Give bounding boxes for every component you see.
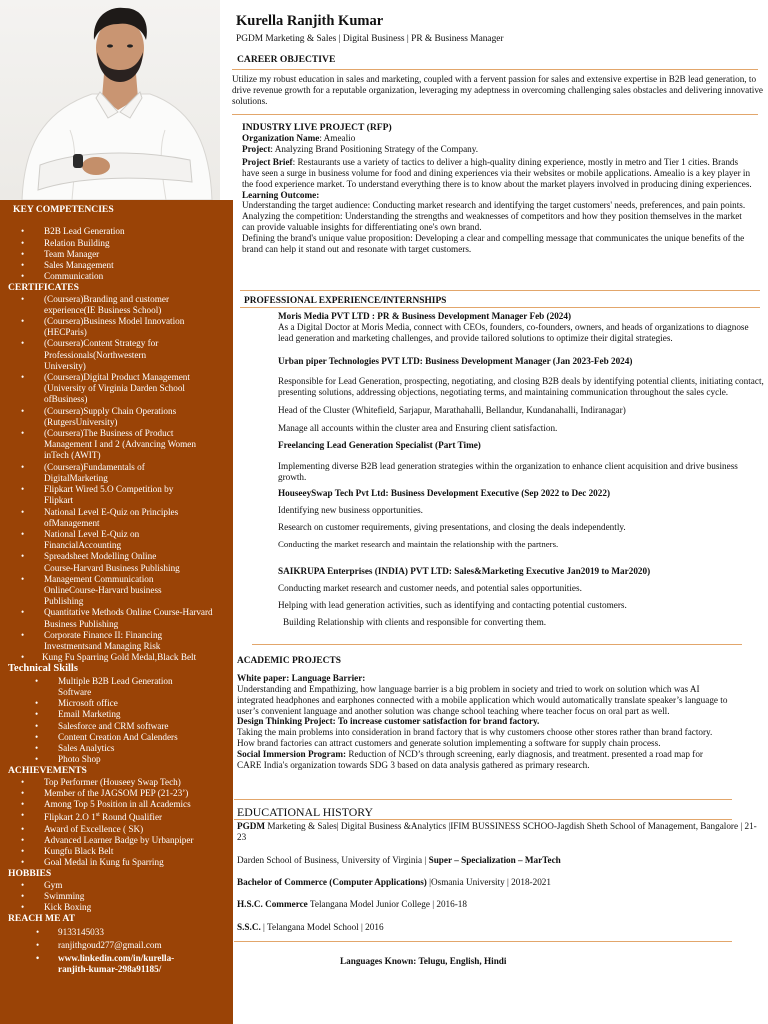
job-text: As a Digital Doctor at Moris Media, connect with CEOs, founders, co-founders, owners, and heads of organizations to diagnose lead generation and marketing challenges, and provide tailored solutions to optimize their digital strategies. (278, 321, 749, 343)
live-project-section (242, 122, 756, 255)
outcome-item: Analyzing the competition: Understanding the strengths and weaknesses of competitors and how they position themselves in the market can provide valuable insights for differentiating one's own brand. (242, 211, 742, 233)
experience-heading: PROFESSIONAL EXPERIENCE/INTERNSHIPS (244, 296, 447, 306)
flipkart-sup: st (95, 812, 100, 819)
job-text: Research on customer requirements, giving presentations, and closing the deals independently. (278, 522, 626, 533)
education-section (237, 821, 763, 933)
flipkart-text: Flipkart 2.O 1 (44, 812, 96, 823)
job-text: Building Relationship with clients and responsible for converting them. (283, 616, 547, 627)
achievements-heading: ACHIEVEMENTS (8, 765, 87, 777)
job-text: Conducting the market research and maintain the relationship with the partners. (278, 539, 559, 550)
achievements-list (8, 777, 227, 869)
white-paper-title: White paper: Language Barrier: (237, 673, 366, 683)
project-value: : Analyzing Brand Positioning Strategy of the Company. (270, 144, 479, 155)
email-link[interactable]: • ranjithgoud277@gmail.com (8, 940, 227, 951)
list-item: • Flipkart Wired 5.O Competition by Flipkart (8, 484, 227, 506)
linkedin-link[interactable]: • www.linkedin.com/in/kurella-ranjith-kumar-298a91185/ (8, 953, 227, 975)
job-text: Manage all accounts within the cluster area and Ensuring client satisfaction. (278, 423, 558, 434)
list-item: • Email Marketing (8, 709, 227, 720)
social-immersion-text: Reduction of NCD’s through screening, early diagnosis, and treatment. presented a road map for CARE India's organization towards SDG 3 based on data analysis gathered as primary research. (237, 749, 703, 770)
hobbies-list (8, 880, 227, 914)
education-hsc (237, 899, 763, 910)
list-item: • Microsoft office (8, 698, 227, 709)
phone-number[interactable]: • 9133145033 (8, 927, 227, 938)
divider (234, 819, 732, 820)
social-immersion (237, 749, 729, 771)
design-thinking-title: Design Thinking Project: To increase customer satisfaction for brand factory. (237, 716, 540, 727)
divider (232, 69, 758, 70)
flipkart-text-end: Round Qualifier (99, 812, 163, 823)
divider (234, 941, 732, 942)
list-item: • Kung Fu Sparring Gold Medal,Black Belt (8, 652, 227, 663)
career-objective-heading: CAREER OBJECTIVE (237, 54, 336, 65)
list-item: • Quantitative Methods Online Course-Harvard Business Publishing (8, 607, 227, 629)
project-brief (242, 157, 756, 190)
list-item: • Top Performer (Houseey Swap Tech) (8, 777, 227, 788)
candidate-name: Kurella Ranjith Kumar (236, 13, 384, 29)
list-item: • National Level E-Quiz on Principles ofManagement (8, 507, 227, 529)
sidebar (0, 200, 233, 1024)
list-item: • Member of the JAGSOM PEP (21-23’) (8, 788, 227, 799)
certificates-heading: CERTIFICATES (8, 282, 79, 294)
languages-known: Languages Known: Telugu, English, Hindi (340, 956, 507, 966)
list-item: • (Coursera)Fundamentals of DigitalMarketing (8, 462, 227, 484)
list-item: • Salesforce and CRM software (8, 721, 227, 732)
ssc-text: | Telangana Model School | 2016 (260, 922, 384, 933)
list-item: • (Coursera)Digital Product Management (University of Virginia Darden School ofBusiness) (8, 372, 227, 406)
experience-section (278, 311, 764, 628)
social-immersion-title: Social Immersion Program: (237, 749, 347, 760)
person-portrait-icon (0, 0, 220, 200)
list-item: • (Coursera)Business Model Innovation (HECParis) (8, 316, 227, 338)
list-item: • Multiple B2B Lead Generation Software (8, 676, 227, 698)
contact-list (8, 927, 227, 976)
divider (252, 644, 742, 645)
competencies-list (8, 226, 227, 282)
education-darden (237, 855, 763, 866)
competencies-heading: KEY COMPETENCIES (13, 204, 114, 215)
brief-label: Project Brief (242, 157, 293, 168)
org-label: Organization Name (242, 133, 320, 144)
brief-text: : Restaurants use a variety of tactics to deliver a high-quality dining experience, mostly in metro and Tier 1 cities. Brands have seen a surge in business volume for food and dining experiences via their websites or mobile applications. Amealio is a key player in the food experience market. To understand everything there is to know about the market players involved in producing dining experiences. (242, 157, 752, 189)
design-thinking-text: Taking the main problems into consideration in brand factory that is why customers choose other stores rather than brand factory. How brand factories can attract customers and generate solution implementing a software for supply chain process. (237, 727, 713, 749)
education-heading: EDUCATIONAL HISTORY (237, 805, 373, 819)
learning-outcome-heading: Learning Outcome: (242, 189, 320, 200)
list-item: • Sales Management (8, 260, 227, 271)
certificates-list (8, 294, 227, 664)
list-item: • Photo Shop (8, 754, 227, 765)
list-item: • Management Communication OnlineCourse-Harvard business Publishing (8, 574, 227, 608)
list-item (8, 810, 227, 823)
job-title: HouseeySwap Tech Pvt Ltd: Business Development Executive (Sep 2022 to Dec 2022) (278, 488, 611, 499)
list-item: • National Level E-Quiz on FinancialAccounting (8, 529, 227, 551)
job-title: Urban piper Technologies PVT LTD: Business Development Manager (Jan 2023-Feb 2024) (278, 355, 633, 366)
bcom-label: Bachelor of Commerce (Computer Applications) (237, 876, 427, 887)
darden-text: Darden School of Business, University of Virginia | (237, 854, 429, 865)
outcome-item: Defining the brand's unique value proposition: Developing a clear and compelling message that communicates the unique benefits of the brand can help it stand out and resonate with target customers. (242, 233, 745, 254)
list-item: • Relation Building (8, 238, 227, 249)
list-item: • Kick Boxing (8, 902, 227, 913)
job-text: Responsible for Lead Generation, prospecting, negotiating, and closing B2B deals by identifying potential clients, initiating contact, presenting solutions, addressing objections, negotiating terms, and maintaining communication throughout the sales cycle. (278, 376, 764, 398)
job-title: Freelancing Lead Generation Specialist (Part Time) (278, 439, 481, 450)
pgdm-label: PGDM (237, 821, 266, 831)
list-item: • (Coursera)Branding and customer experience(IE Business School) (8, 294, 227, 316)
reach-me-heading: REACH ME AT (8, 913, 75, 925)
education-bcom (237, 877, 763, 888)
bcom-text: |Osmania University | 2018-2021 (426, 876, 551, 887)
job-text: Helping with lead generation activities, such as identifying and contacting potential customers. (278, 600, 627, 611)
list-item: • Team Manager (8, 249, 227, 260)
white-paper-text: Understanding and Empathizing, how language barrier is a big problem in society and tried to work on solution which was AI integrated headphones and earphones connected with a mobile application which would automatically translate speaker’s language to user’s convenient language and another solution was change school teaching where teacher focus on oral part as well. (237, 683, 728, 716)
job-title: SAIKRUPA Enterprises (INDIA) PVT LTD: Sales&Marketing Executive Jan2019 to Mar2020) (278, 566, 651, 577)
divider (240, 307, 760, 308)
list-item: • Spreadsheet Modelling Online Course-Harvard Business Publishing (8, 551, 227, 573)
hsc-label: H.S.C. Commerce (237, 899, 308, 910)
list-item: • Swimming (8, 891, 227, 902)
divider (232, 114, 758, 115)
list-item: • Kungfu Black Belt (8, 846, 227, 857)
project-label: Project (242, 144, 271, 155)
list-item: • Gym (8, 880, 227, 891)
list-item: • Sales Analytics (8, 743, 227, 754)
list-item: • (Coursera)Supply Chain Operations (RutgersUniversity) (8, 406, 227, 428)
live-project-heading: INDUSTRY LIVE PROJECT (RFP) (242, 122, 392, 133)
job-text: Conducting market research and customer needs, and potential sales opportunities. (278, 583, 582, 594)
outcome-item: Understanding the target audience: Conducting market research and identifying the target customers' needs, preferences, and pain points. (242, 200, 746, 211)
organization-line (242, 133, 756, 144)
divider (234, 799, 732, 800)
darden-specialization: Super – Specialization – MarTech (428, 854, 561, 865)
ssc-label: S.S.C. (237, 922, 261, 933)
job-text: Identifying new business opportunities. (278, 505, 423, 516)
list-item: • Advanced Learner Badge by Urbanpiper (8, 835, 227, 846)
main-content (232, 0, 768, 1024)
job-text: Implementing diverse B2B lead generation strategies within the organization to enhance client acquisition and drive business growth. (278, 460, 738, 482)
hsc-text: Telangana Model Junior College | 2016-18 (307, 899, 467, 910)
hobbies-heading: HOBBIES (8, 868, 52, 880)
job-text: Head of the Cluster (Whitefield, Sarjapur, Marathahalli, Bellandur, Kundanahalli, Indiranagar) (278, 405, 626, 416)
org-value: : Amealio (319, 133, 356, 144)
list-item: • (Coursera)Content Strategy for Professionals(Northwestern University) (8, 338, 227, 372)
profile-photo (0, 0, 220, 200)
academic-heading: ACADEMIC PROJECTS (237, 656, 341, 666)
list-item: • Content Creation And Calenders (8, 732, 227, 743)
list-item: • Goal Medal in Kung fu Sparring (8, 857, 227, 868)
list-item: • Corporate Finance II: Financing Investmentsand Managing Risk (8, 630, 227, 652)
academic-section (237, 673, 729, 771)
list-item: • Communication (8, 271, 227, 282)
candidate-tagline: PGDM Marketing & Sales | Digital Business | PR & Business Manager (236, 34, 504, 44)
technical-skills-list (8, 676, 227, 766)
education-ssc (237, 922, 763, 933)
career-objective-text: Utilize my robust education in sales and marketing, coupled with a fervent passion for sales and extensive expertise in B2B lead generation, to drive revenue growth for a reputable organization, leveraging my adeptness in overcoming challenging sales obstacles and delivering innovative solutions. (232, 74, 763, 106)
list-item: • Among Top 5 Position in all Academics (8, 799, 227, 810)
technical-skills-heading: Technical Skills (8, 663, 78, 675)
list-item: • B2B Lead Generation (8, 226, 227, 237)
pgdm-text: Marketing & Sales| Digital Business &Analytics |IFIM BUSSINESS SCHOO-Jagdish Sheth School of Management, Bangalore | 21-23 (237, 821, 757, 842)
list-item: • (Coursera)The Business of Product Management I and 2 (Advancing Women inTech (AWIT) (8, 428, 227, 462)
project-line (242, 144, 756, 155)
job-title: Moris Media PVT LTD : PR & Business Development Manager Feb (2024) (278, 311, 572, 321)
list-item: • Award of Excellence ( SK) (8, 824, 227, 835)
education-pgdm (237, 821, 763, 843)
divider (240, 290, 760, 291)
